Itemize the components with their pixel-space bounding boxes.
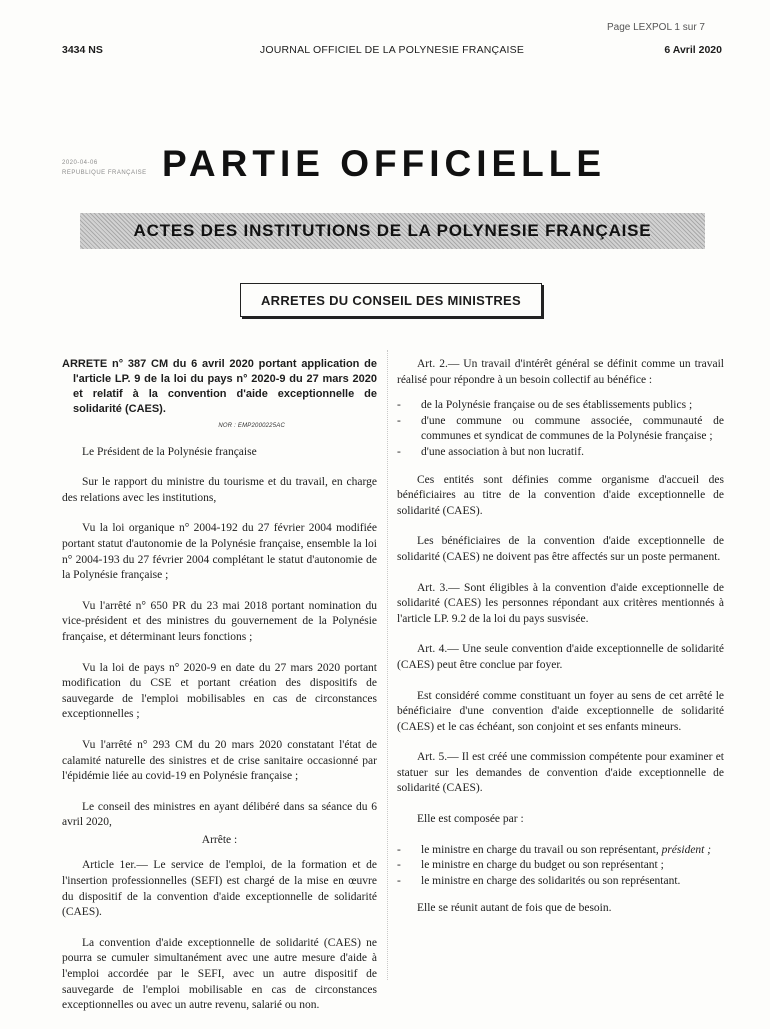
header-page-number: 3434 NS xyxy=(62,44,103,56)
list-item: - d'une association à but non lucratif. xyxy=(397,445,585,458)
paragraph-vu-arrete-650: Vu l'arrêté n° 650 PR du 23 mai 2018 portant nomination du vice-président et des ministres du gouvernement de la Polynésie française, et déterminant leurs fonctions ; xyxy=(62,599,377,643)
paragraph-foyer: Est considéré comme constituant un foyer au sens de cet arrêté le bénéficiaire d'une convention d'aide exceptionnelle de solidarité (CAES) et le cas échéant, son conjoint et ses enfants mineurs. xyxy=(397,689,724,733)
actes-banner xyxy=(80,213,705,249)
section-heading-box xyxy=(240,283,542,317)
article-5: Art. 5.— Il est créé une commission compétente pour examiner et statuer sur les demandes de convention d'aide exceptionnelle de solidarité (CAES). xyxy=(397,751,724,795)
paragraph-reunion: Elle se réunit autant de fois que de besoin. xyxy=(417,902,612,915)
list-item: - de la Polynésie française ou de ses établissements publics ; xyxy=(397,399,693,412)
paragraph-entites: Ces entités sont définies comme organisme d'accueil des bénéficiaires au titre de la convention d'aide exceptionnelle de solidarité (CAES). xyxy=(397,473,724,517)
stamp-line-2: REPUBLIQUE FRANÇAISE xyxy=(62,170,147,176)
arrete-keyword: Arrête : xyxy=(201,833,238,846)
left-column xyxy=(62,357,377,1029)
paragraph-rapport: Sur le rapport du ministre du tourisme et du travail, en charge des relations avec les institutions, xyxy=(62,476,377,504)
paragraph-beneficiaires: Les bénéficiaires de la convention d'aide exceptionnelle de solidarité (CAES) ne doivent pas être affectés sur un poste permanent. xyxy=(397,535,724,563)
arrete-title: ARRETE n° 387 CM du 6 avril 2020 portant application de l'article LP. 9 de la loi du pays n° 2020-9 du 27 mars 2020 et relatif à la convention d'aide exceptionnelle de solidarité (CAES). xyxy=(62,358,377,415)
paragraph-conseil: Le conseil des ministres en ayant délibéré dans sa séance du 6 avril 2020, xyxy=(62,800,377,829)
right-column xyxy=(397,357,724,932)
header-journal-title: JOURNAL OFFICIEL DE LA POLYNESIE FRANÇAISE xyxy=(259,44,525,56)
nor-reference: NOR : EMP2000225AC xyxy=(218,423,285,429)
article-2: Art. 2.— Un travail d'intérêt général se définit comme un travail réalisé pour répondre à un besoin collectif au bénéfice : xyxy=(397,358,724,386)
list-item: - le ministre en charge des solidarités ou son représentant. xyxy=(397,874,681,887)
paragraph-cumul: La convention d'aide exceptionnelle de solidarité (CAES) ne pourra se cumuler simultanément avec une autre mesure d'aide à l'emploi accordée par le SEFI, avec un autre dispositif de sauvegarde de l'emploi mobilisable en cas de circonstances exceptionnelles ou avec un autre revenu, salarié ou non. xyxy=(62,936,377,1012)
beneficiary-entities-list xyxy=(397,398,724,460)
article-1: Article 1er.— Le service de l'emploi, de la formation et de l'insertion professionnelles (SEFI) est chargé de la mise en œuvre du dispositif de la convention d'aide exceptionnelle de solidarité (CAES). xyxy=(62,859,377,919)
commission-members-list xyxy=(397,843,724,890)
journal-header xyxy=(62,44,722,60)
list-item: - le ministre en charge du budget ou son représentant ; xyxy=(397,859,664,872)
actes-banner-text: ACTES DES INSTITUTIONS DE LA POLYNESIE FRANÇAISE xyxy=(133,221,652,240)
paragraph-vu-arrete-293: Vu l'arrêté n° 293 CM du 20 mars 2020 constatant l'état de calamité naturelle des sinistres et de crise sanitaire occasionné par l'épidémie liée au covid-19 en Polynésie française ; xyxy=(62,738,377,783)
partie-officielle-title: PARTIE OFFICIELLE xyxy=(162,143,607,184)
paragraph-vu-loi-pays: Vu la loi de pays n° 2020-9 en date du 27 mars 2020 portant modification du CSE et portant création des dispositifs de sauvegarde de l'emploi mobilisables en cas de circonstances exceptionnelles ; xyxy=(62,661,377,721)
column-divider xyxy=(387,350,389,980)
paragraph-composition: Elle est composée par : xyxy=(417,813,524,826)
list-item: - le ministre en charge du travail ou son représentant, président ; xyxy=(397,843,712,856)
header-date: 6 Avril 2020 xyxy=(664,44,722,56)
section-heading: ARRETES DU CONSEIL DES MINISTRES xyxy=(260,292,521,308)
registration-stamp xyxy=(62,158,162,178)
paragraph-vu-loi-organique: Vu la loi organique n° 2004-192 du 27 février 2004 modifiée portant statut d'autonomie de la Polynésie française, ensemble la loi n° 2004-193 du 27 février 2004 complétant le statut d'autonomie de la Polynésie française ; xyxy=(62,522,377,582)
article-3: Art. 3.— Sont éligibles à la convention d'aide exceptionnelle de solidarité (CAES) les personnes répondant aux critères mentionnés à l'article LP. 9.2 de la loi du pays susvisée. xyxy=(397,581,724,625)
paragraph-president: Le Président de la Polynésie française xyxy=(82,445,257,458)
list-item: - d'une commune ou commune associée, communauté de communes et syndicat de communes de la Polynésie française ; xyxy=(397,414,724,443)
article-4: Art. 4.— Une seule convention d'aide exceptionnelle de solidarité (CAES) peut être conclue par foyer. xyxy=(397,643,724,671)
stamp-line-1: 2020-04-06 xyxy=(62,160,98,166)
lexpol-page-indicator: Page LEXPOL 1 sur 7 xyxy=(606,22,705,33)
